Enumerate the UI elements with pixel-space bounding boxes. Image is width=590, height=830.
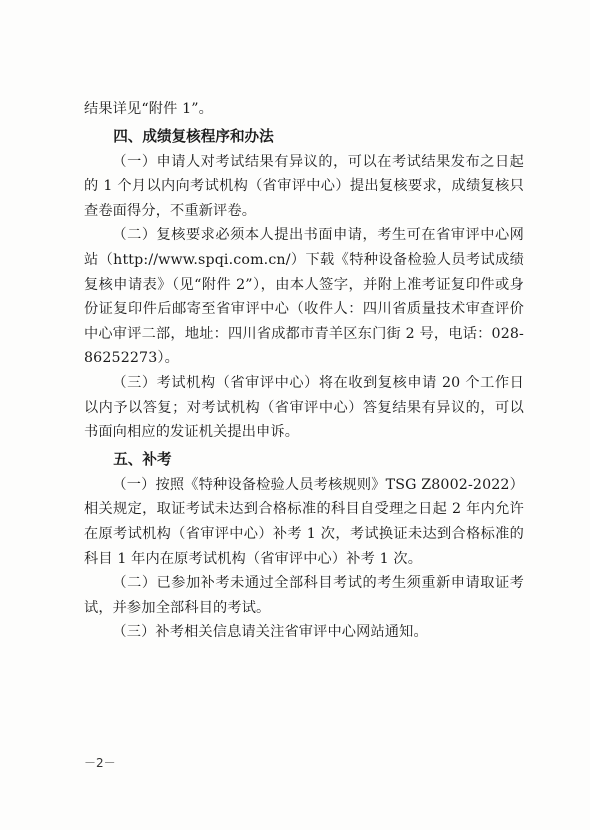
page-number: －2－ xyxy=(84,756,116,770)
section-heading-makeup-exam: 五、补考 xyxy=(113,450,172,468)
paragraph: （三）考试机构（省审评中心）将在收到复核申请 20 个工作日以内予以答复；对考试机构（省审评中心）答复结果有异议的，可以书面向相应的发证机关提出申诉。 xyxy=(84,374,524,441)
paragraph: （二）已参加补考未通过全部科目考试的考生须重新申请取证考试，并参加全部科目的考试。 xyxy=(84,575,524,616)
document-body xyxy=(84,97,524,645)
paragraph: （一）按照《特种设备检验人员考核规则》TSG Z8002-2022）相关规定，取证考试未达到合格标准的科目自受理之日起 2 年内允许在原考试机构（省审评中心）补考 1 次，考试换证未达到合格标准的科目 1 年内在原考试机构（省审评中心）补考 1 次。 xyxy=(84,476,524,567)
section-heading-review: 四、成绩复核程序和办法 xyxy=(113,127,274,145)
opening-line: 结果详见“附件 1”。 xyxy=(84,101,214,117)
paragraph: （二）复核要求必须本人提出书面申请，考生可在省审评中心网站（http://www.spqi.com.cn/）下载《特种设备检验人员考试成绩复核申请表》（见“附件 2”），由本人签字，并附上准考证复印件或身份证复印件后邮寄至省审评中心（收件人：四川省质量技术审查评价中心审评二部，地址：四川省成都市青羊区东门街 2 号，电话：028-86252273）。 xyxy=(84,227,524,367)
paragraph: （三）补考相关信息请关注省审评中心网站通知。 xyxy=(112,624,428,641)
paragraph: （一）申请人对考试结果有异议的，可以在考试结果发布之日起的 1 个月以内向考试机构（省审评中心）提出复核要求，成绩复核只查卷面得分，不重新评卷。 xyxy=(84,153,524,219)
